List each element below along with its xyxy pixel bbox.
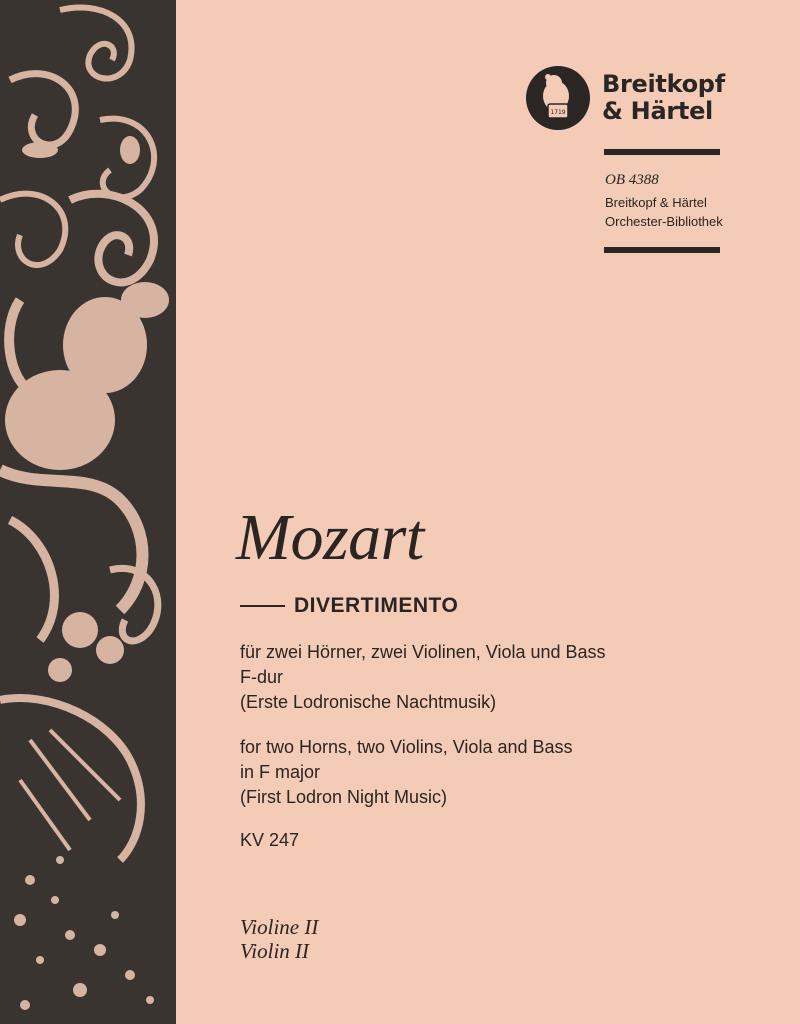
english-line: (First Lodron Night Music) bbox=[240, 787, 448, 807]
english-description bbox=[240, 735, 573, 810]
series-divider-bottom bbox=[604, 247, 720, 253]
bear-emblem-icon bbox=[526, 66, 590, 130]
publisher-logo bbox=[526, 66, 725, 130]
catalogue-number: KV 247 bbox=[240, 830, 300, 850]
logo-line-2: & Härtel bbox=[602, 97, 713, 125]
part-english: Violin II bbox=[240, 939, 310, 963]
work-title-row bbox=[240, 594, 458, 618]
german-description bbox=[240, 640, 606, 715]
series-library: Orchester-Bibliothek bbox=[605, 214, 723, 229]
part-german: Violine II bbox=[240, 915, 319, 939]
german-line: für zwei Hörner, zwei Violinen, Viola und Bass bbox=[240, 642, 606, 662]
part-name bbox=[240, 915, 318, 963]
series-divider-top bbox=[604, 149, 720, 155]
series-number: OB 4388 bbox=[605, 172, 659, 188]
german-line: F-dur bbox=[240, 667, 284, 687]
baroque-ornament-panel bbox=[0, 0, 176, 1024]
series-publisher: Breitkopf & Härtel bbox=[605, 195, 707, 210]
ornament-illustration bbox=[0, 0, 176, 1024]
english-line: in F major bbox=[240, 762, 321, 782]
title-rule bbox=[240, 605, 285, 607]
english-line: for two Horns, two Violins, Viola and Bass bbox=[240, 737, 573, 757]
german-line: (Erste Lodronische Nachtmusik) bbox=[240, 692, 497, 712]
series-info bbox=[605, 172, 795, 231]
work-title: DIVERTIMENTO bbox=[294, 594, 459, 617]
logo-line-1: Breitkopf bbox=[602, 70, 725, 98]
composer-name: Mozart bbox=[236, 501, 424, 574]
svg-text:1719: 1719 bbox=[550, 109, 566, 116]
